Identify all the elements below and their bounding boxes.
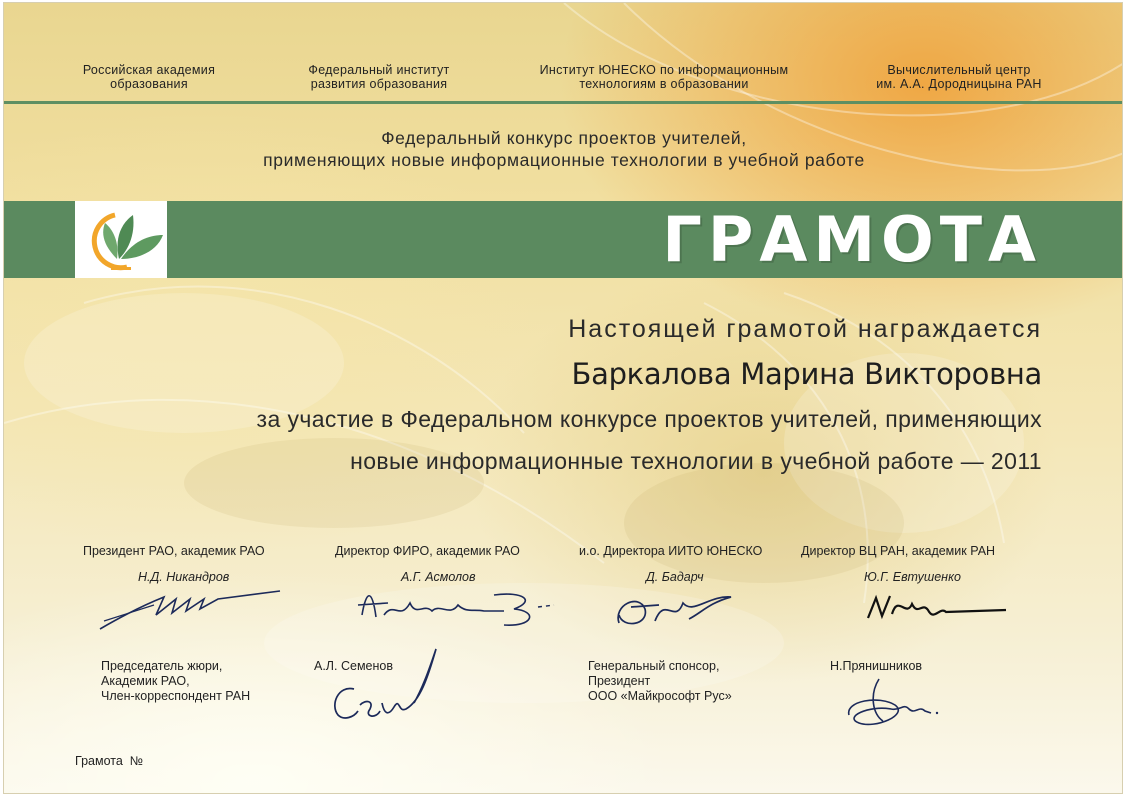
recipient-name: Баркалова Марина Викторовна [571, 357, 1042, 391]
signatory-2-title: Директор ФИРО, академик РАО [335, 544, 520, 558]
jury-chair-name: А.Л. Семенов [314, 659, 393, 673]
signatory-4-name: Ю.Г. Евтушенко [864, 570, 961, 584]
header-org-rao: Российская академия образования [82, 63, 216, 91]
signatory-1-title: Президент РАО, академик РАО [83, 544, 265, 558]
jury-chair-title: Председатель жюри, Академик РАО, Член-корреспондент РАН [101, 659, 251, 703]
signatory-1-name: Н.Д. Никандров [138, 570, 230, 584]
sponsor-title: Генеральный спонсор, Президент ООО «Майкрософт Рус» [588, 659, 732, 703]
header-divider [4, 101, 1123, 104]
certificate-number-label: Грамота № [75, 754, 144, 768]
certificate-title: ГРАМОТА [662, 203, 1042, 276]
signatory-3-title: и.о. Директора ИИТО ЮНЕСКО [579, 544, 763, 558]
contest-title: Федеральный конкурс проектов учителей, применяющих новые информационные технологии в учебной работе [263, 128, 865, 170]
signature-semenov [324, 643, 444, 725]
award-reason-line-1: за участие в Федеральном конкурсе проектов учителей, применяющих [256, 406, 1042, 432]
header-org-cc-ras: Вычислительный центр им. А.А. Дородницына РАН [876, 63, 1042, 91]
award-reason-line-2: новые информационные технологии в учебной работе — 2011 [350, 448, 1042, 474]
certificate [3, 2, 1123, 794]
signature-nikandrov [94, 585, 284, 635]
sponsor-name: Н.Прянишников [830, 659, 923, 673]
header-org-firo: Федеральный институт развития образования [308, 63, 450, 91]
leaf-globe-logo [75, 201, 167, 278]
signature-badarch [609, 585, 739, 633]
header-org-iite-unesco: Институт ЮНЕСКО по информационным технологиям в образовании [539, 63, 789, 91]
signature-pryanishnikov [839, 675, 949, 729]
signatory-2-name: А.Г. Асмолов [401, 570, 476, 584]
award-intro: Настоящей грамотой награждается [568, 315, 1042, 343]
signature-evtushenko [862, 588, 1012, 628]
signatory-3-name: Д. Бадарч [646, 570, 704, 584]
leaf-globe-icon [75, 201, 167, 278]
signature-asmolov [354, 581, 564, 633]
signatory-4-title: Директор ВЦ РАН, академик РАН [801, 544, 996, 558]
